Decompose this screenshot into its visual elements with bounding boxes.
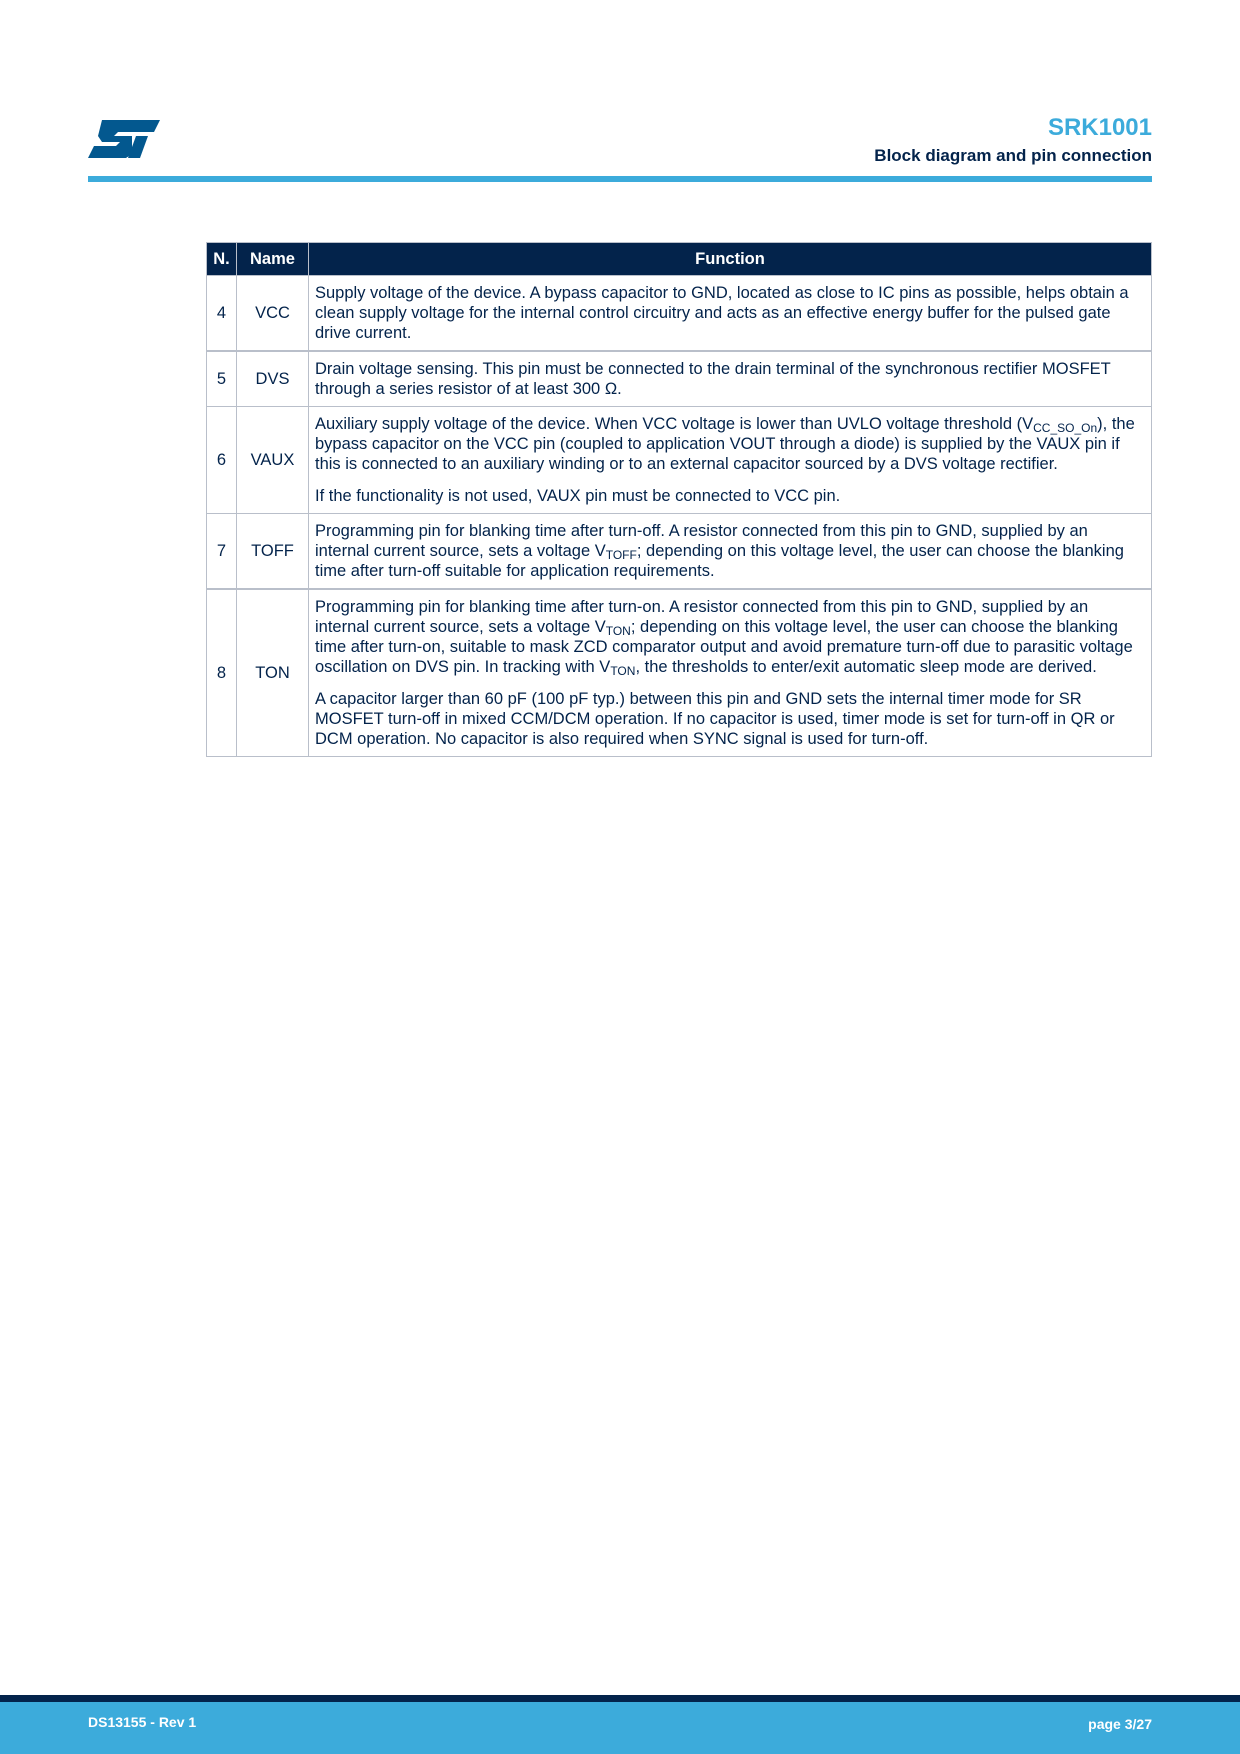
pin-function	[309, 407, 1152, 514]
function-paragraph	[315, 283, 1145, 343]
function-text: Supply voltage of the device. A bypass capacitor to GND, located as close to IC pins as possible, helps obtain a clean supply voltage for the internal control circuitry and acts as an effective energy buffer for the pulsed gate drive current.	[315, 284, 1129, 342]
function-paragraph	[315, 414, 1145, 474]
pin-name: VCC	[237, 276, 309, 352]
function-text: ), the bypass capacitor on the VCC pin (coupled to application VOUT through a diode) is supplied by the VAUX pin if this is connected to an auxiliary winding or to an external capacitor sourced by a DVS voltage rectifier.	[315, 415, 1135, 473]
pin-number: 5	[207, 351, 237, 407]
page-number: page 3/27	[1088, 1716, 1152, 1732]
pin-number: 6	[207, 407, 237, 514]
pin-name: DVS	[237, 351, 309, 407]
pin-name: TOFF	[237, 514, 309, 590]
column-header-function: Function	[309, 243, 1152, 276]
function-text: Drain voltage sensing. This pin must be connected to the drain terminal of the synchronous rectifier MOSFET through a series resistor of at least 300 Ω.	[315, 360, 1111, 398]
st-logo-icon	[88, 118, 160, 160]
function-paragraph	[315, 689, 1145, 749]
subscript-text: CC_SO_On	[1033, 421, 1098, 435]
function-text: A capacitor larger than 60 pF (100 pF typ.) between this pin and GND sets the internal timer mode for SR MOSFET turn-off in mixed CCM/DCM operation. If no capacitor is used, timer mode is set for turn-off in QR or DCM operation. No capacitor is also required when SYNC signal is used for turn-off.	[315, 690, 1115, 748]
pin-number: 8	[207, 589, 237, 757]
pin-function-table	[206, 242, 1152, 757]
function-text: , the thresholds to enter/exit automatic sleep mode are derived.	[635, 658, 1097, 676]
column-header-name: Name	[237, 243, 309, 276]
st-logo	[88, 118, 160, 160]
pin-function	[309, 276, 1152, 352]
section-title: Block diagram and pin connection	[874, 146, 1152, 165]
pin-function	[309, 514, 1152, 590]
document-id: DS13155 - Rev 1	[88, 1714, 197, 1730]
function-paragraph	[315, 521, 1145, 581]
pin-function	[309, 589, 1152, 757]
footer-bar	[0, 1702, 1240, 1754]
function-paragraph	[315, 359, 1145, 399]
pin-name: TON	[237, 589, 309, 757]
function-paragraph	[315, 486, 1145, 506]
table-row	[207, 407, 1152, 514]
document-title: SRK1001	[1047, 114, 1152, 141]
pin-function	[309, 351, 1152, 407]
table-row	[207, 514, 1152, 590]
pin-number: 7	[207, 514, 237, 590]
pin-name: VAUX	[237, 407, 309, 514]
function-text: Programming pin for blanking time after turn-off. A resistor connected from this pin to GND, supplied by an internal current source, sets a voltage V	[315, 522, 1088, 560]
column-header-number: N.	[207, 243, 237, 276]
table-row	[207, 589, 1152, 757]
function-text: ; depending on this voltage level, the user can choose the blanking time after turn-off suitable for application requirements.	[315, 542, 1124, 580]
table-row	[207, 276, 1152, 352]
pin-number: 4	[207, 276, 237, 352]
header-rule	[88, 176, 1152, 182]
subscript-text: TON	[610, 664, 636, 678]
function-text: ; depending on this voltage level, the user can choose the blanking time after turn-on, suitable to mask ZCD comparator output and avoid premature turn-off due to parasitic voltage oscillation on DVS pin. In tracking with V	[315, 618, 1133, 676]
function-paragraph	[315, 597, 1145, 677]
function-text: Programming pin for blanking time after turn-on. A resistor connected from this pin to GND, supplied by an internal current source, sets a voltage V	[315, 598, 1089, 636]
table-row	[207, 351, 1152, 407]
function-text: If the functionality is not used, VAUX pin must be connected to VCC pin.	[315, 487, 841, 505]
footer-rule	[0, 1695, 1240, 1702]
subscript-text: TOFF	[605, 548, 637, 562]
function-text: Auxiliary supply voltage of the device. When VCC voltage is lower than UVLO voltage threshold (V	[315, 415, 1034, 433]
subscript-text: TON	[605, 624, 631, 638]
table-header-row	[207, 243, 1152, 276]
